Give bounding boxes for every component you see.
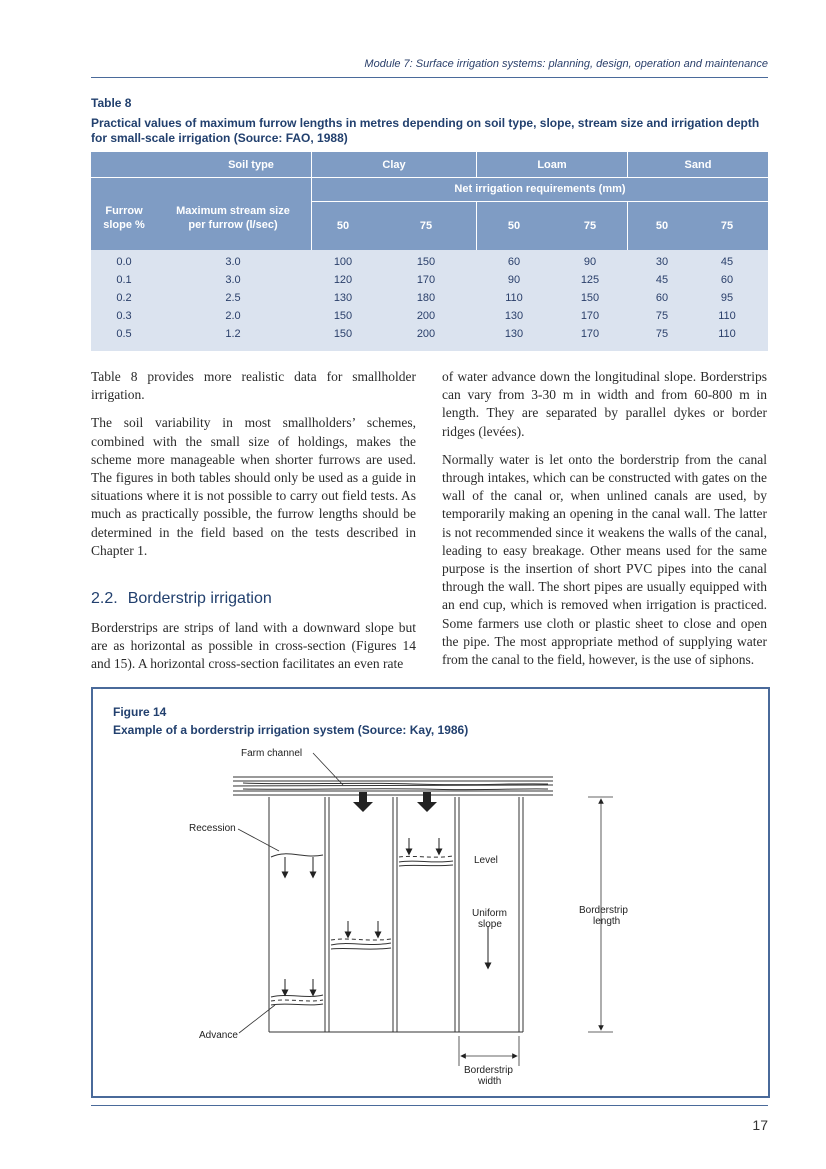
soil-sand-header: Sand	[684, 159, 712, 171]
table-cell: 95	[720, 292, 734, 304]
table-cell: 0.0	[116, 256, 132, 268]
table-cell: 75	[655, 310, 669, 322]
table-cell: 45	[720, 256, 734, 268]
table-cell: 0.2	[116, 292, 132, 304]
depth-header: 50	[655, 220, 669, 232]
level-label: Level	[474, 855, 498, 866]
depth-header: 75	[720, 220, 734, 232]
table-cell: 2.5	[225, 292, 241, 304]
section-title: Borderstrip irrigation	[127, 590, 272, 607]
borderstrip-diagram	[93, 689, 768, 1096]
table-cell: 130	[504, 310, 524, 322]
stream-size-header: Maximum stream size per furrow (l/sec)	[176, 205, 290, 231]
advance-front	[271, 995, 323, 1005]
depth-header: 50	[507, 220, 521, 232]
table-cell: 100	[333, 256, 353, 268]
borderstrip-width-label: Borderstrip	[464, 1065, 513, 1076]
recession-line	[271, 854, 323, 857]
paragraph: The soil variability in most smallholders’ schemes, combined with the small size of holdings, makes the scheme more manageable when shorter furrows are used. The figures in both tables should only be used as a guide in situations where it is not possible to carry out field tests. As much as practically possible, the furrow lengths should be determined in the field based on the tests described in Chapter 1.	[91, 415, 416, 558]
table-cell: 180	[416, 292, 436, 304]
soil-type-header: Soil type	[228, 159, 274, 171]
footer-rule	[91, 1105, 768, 1106]
table-cell: 0.1	[116, 274, 132, 286]
table-cell: 90	[583, 256, 597, 268]
left-column-continued	[91, 619, 416, 684]
depth-header: 75	[419, 220, 433, 232]
table-caption: Practical values of maximum furrow lengths in metres depending on soil type, slope, stream size and irrigation depth for small-scale irrigation (Source: FAO, 1988)	[91, 116, 760, 145]
strip-front	[331, 939, 391, 949]
figure-14	[91, 687, 770, 1098]
table-cell: 170	[580, 328, 600, 340]
running-header: Module 7: Surface irrigation systems: planning, design, operation and maintenance	[364, 58, 768, 70]
depth-header: 50	[336, 220, 350, 232]
recession-label: Recession	[189, 823, 236, 834]
strip-front	[399, 856, 453, 866]
paragraph: Borderstrips are strips of land with a downward slope but are as horizontal as possible in cross-section (Figures 14 and 15). A horizontal cross-section facilitates an even rate	[91, 620, 416, 672]
borderstrip-width-dimension	[459, 1036, 519, 1066]
right-column	[442, 368, 767, 679]
farm-channel-label: Farm channel	[241, 748, 303, 759]
table-cell: 150	[580, 292, 600, 304]
table-cell: 0.5	[116, 328, 132, 340]
table-cell: 2.0	[225, 310, 241, 322]
table-cell: 60	[720, 274, 734, 286]
table-cell: 3.0	[225, 256, 241, 268]
paragraph: Normally water is let onto the borderstrip from the canal through intakes, which can be constructed with gates on the wall of the canal or, when unlined canals are used, by temporarily making an opening in the canal wall. The latter is not recommended since it weakens the walls of the canal, leading to easy breakage. Other means used for the same purpose is the insertion of short PVC pipes into the canal through the wall. The short pipes are usually equipped with an end cup, which is removed when irrigation is practiced. Some farmers use cloth or plastic sheet to close and open the pipe. The most appropriate method of supplying water from the canal to the field, however, is the use of siphons.	[442, 451, 767, 668]
advance-label: Advance	[199, 1030, 238, 1041]
table-cell: 130	[504, 328, 524, 340]
table-cell: 120	[333, 274, 353, 286]
table-label: Table 8	[91, 96, 132, 110]
borderstrip-length-label-2: length	[593, 916, 621, 927]
table-cell: 200	[416, 328, 436, 340]
section-number: 2.2.	[91, 590, 118, 607]
table-cell: 1.2	[225, 328, 241, 340]
furrow-length-table	[91, 152, 768, 351]
table-cell: 60	[507, 256, 521, 268]
table-cell: 110	[718, 310, 736, 322]
figure-label: Figure 14	[113, 705, 167, 719]
left-column	[91, 368, 416, 570]
paragraph: Table 8 provides more realistic data for smallholder irrigation.	[91, 369, 416, 403]
slope-label: slope	[478, 919, 502, 930]
paragraph: of water advance down the longitudinal slope. Borderstrips can vary from 3-30 m in width and from 60-800 m in length. They are separated by parallel dykes or border ridges (levées).	[442, 369, 767, 439]
table-cell: 150	[416, 256, 436, 268]
depth-header: 75	[583, 220, 597, 232]
section-heading	[91, 590, 272, 608]
table-cell: 0.3	[116, 310, 132, 322]
table-cell: 200	[416, 310, 436, 322]
table-cell: 130	[333, 292, 353, 304]
table-cell: 150	[333, 310, 353, 322]
header-rule	[91, 77, 768, 78]
table-cell: 60	[655, 292, 669, 304]
table-cell: 45	[655, 274, 669, 286]
table-cell: 75	[655, 328, 669, 340]
table-cell: 90	[507, 274, 521, 286]
table-cell: 125	[580, 274, 600, 286]
flow-arrows	[285, 838, 488, 993]
table-cell: 30	[655, 256, 669, 268]
figure-caption: Example of a borderstrip irrigation system (Source: Kay, 1986)	[113, 723, 469, 737]
soil-clay-header: Clay	[382, 159, 406, 171]
table-cell: 110	[718, 328, 736, 340]
page-number: 17	[752, 1117, 768, 1133]
table-cell: 3.0	[225, 274, 241, 286]
furrow-slope-header: Furrow slope %	[103, 205, 145, 231]
farm-channel	[233, 777, 553, 795]
table-cell: 110	[505, 292, 523, 304]
borderstrip-width-label-2: width	[478, 1076, 502, 1087]
soil-loam-header: Loam	[537, 159, 567, 171]
table-cell: 170	[580, 310, 600, 322]
net-irrigation-header: Net irrigation requirements (mm)	[454, 183, 626, 195]
table-cell: 170	[416, 274, 436, 286]
borderstrip-length-label: Borderstrip	[579, 905, 628, 916]
table-cell: 150	[333, 328, 353, 340]
uniform-label: Uniform	[472, 908, 508, 919]
